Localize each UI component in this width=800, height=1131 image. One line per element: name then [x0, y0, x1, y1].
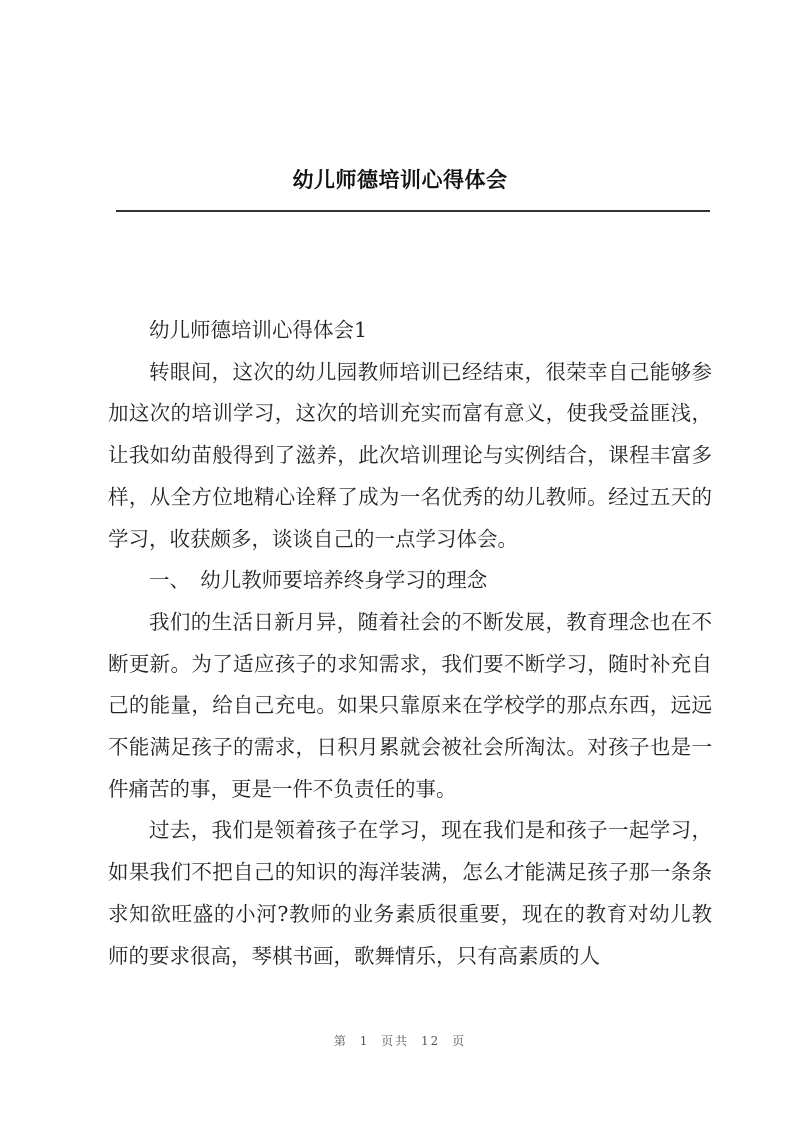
footer-total-pages: 12 — [421, 1034, 441, 1048]
subsection-heading: 一、 幼儿教师要培养终身学习的理念 — [149, 568, 488, 593]
section-heading: 幼儿师德培训心得体会1 — [149, 318, 368, 342]
footer-suffix: 页 — [452, 1034, 467, 1048]
footer-page-number: 1 — [359, 1034, 370, 1048]
page-footer — [0, 1032, 800, 1049]
document-title: 幼儿师德培训心得体会 — [292, 168, 508, 192]
footer-prefix: 第 — [333, 1034, 348, 1048]
paragraph: 过去，我们是领着孩子在学习，现在我们是和孩子一起学习，如果我们不把自己的知识的海洋装满，怎么才能满足孩子那一条条求知欲旺盛的小河?教师的业务素质很重要，现在的教育对幼儿教师的要求很高，琴棋书画，歌舞情乐，只有高素质的人 — [108, 818, 712, 968]
paragraph: 转眼间，这次的幼儿园教师培训已经结束，很荣幸自己能够参加这次的培训学习，这次的培训充实而富有意义，使我受益匪浅，让我如幼苗般得到了滋养，此次培训理论与实例结合，课程丰富多样，从全方位地精心诠释了成为一名优秀的幼儿教师。经过五天的学习，收获颇多，谈谈自己的一点学习体会。 — [108, 359, 712, 551]
footer-middle: 页共 — [381, 1034, 410, 1048]
title-underline — [116, 210, 710, 212]
paragraph: 我们的生活日新月异，随着社会的不断发展，教育理念也在不断更新。为了适应孩子的求知需求，我们要不断学习，随时补充自己的能量，给自己充电。如果只靠原来在学校学的那点东西，远远不能满足孩子的需求，日积月累就会被社会所淘汰。对孩子也是一件痛苦的事，更是一件不负责任的事。 — [108, 609, 712, 801]
document-body — [108, 310, 712, 977]
